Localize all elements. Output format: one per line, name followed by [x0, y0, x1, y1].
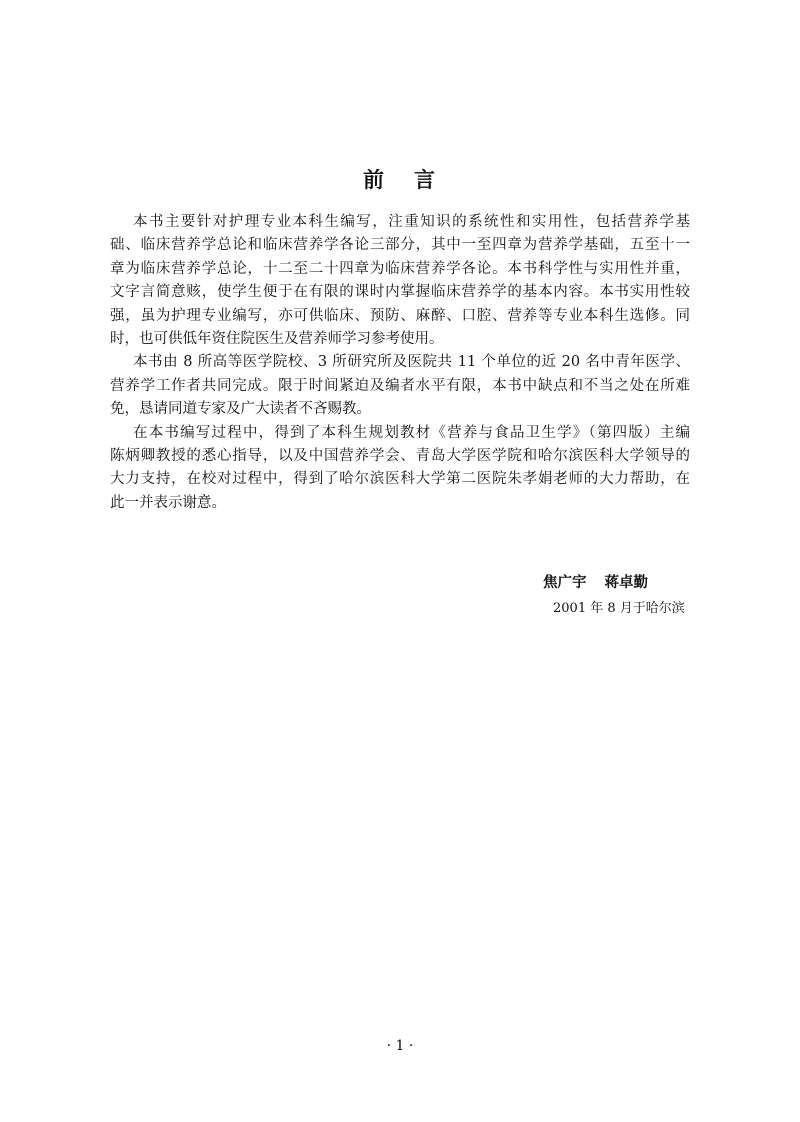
text-line: 础、临床营养学总论和临床营养学各论三部分，其中一至四章为营养学基础，五至十一 — [110, 237, 690, 254]
author-name: 焦广宇 — [543, 574, 587, 591]
text-line: 此一并表示谢意。 — [110, 494, 226, 511]
author-name: 蒋卓勤 — [604, 574, 648, 591]
paragraph — [110, 211, 690, 351]
authors-signature — [543, 571, 648, 592]
title-char-1: 前 — [363, 167, 386, 192]
text-line: 大力支持，在校对过程中，得到了哈尔滨医科大学第二医院朱孝娟老师的大力帮助，在 — [110, 471, 690, 488]
paragraph — [110, 351, 690, 421]
text-line: 在本书编写过程中，得到了本科生规划教材《营养与食品卫生学》（第四版）主编 — [133, 424, 690, 441]
text-line: 文字言简意赅，使学生便于在有限的课时内掌握临床营养学的基本内容。本书实用性较 — [110, 284, 690, 301]
signature-date: 2001 年 8 月于哈尔滨 — [553, 601, 685, 616]
text-line: 时，也可供低年资住院医生及营养师学习参考使用。 — [110, 330, 444, 347]
text-line: 营养学工作者共同完成。限于时间紧迫及编者水平有限，本书中缺点和不当之处在所难 — [110, 377, 690, 394]
page-title — [0, 164, 800, 194]
text-line: 章为临床营养学总论，十二至二十四章为临床营养学各论。本书科学性与实用性并重， — [110, 260, 690, 277]
page-number: · 1 · — [386, 1038, 414, 1054]
title-char-2: 言 — [414, 167, 437, 192]
text-line: 本书主要针对护理专业本科生编写，注重知识的系统性和实用性，包括营养学基 — [133, 214, 690, 230]
text-line: 本书由 8 所高等医学院校、3 所研究所及医院共 11 个单位的近 20 名中青年医学、 — [133, 354, 690, 371]
paragraph — [110, 422, 690, 516]
text-line: 强，虽为护理专业编写，亦可供临床、预防、麻醉、口腔、营养等专业本科生选修。同 — [110, 307, 690, 324]
preface-body — [110, 211, 690, 515]
text-line: 陈炳卿教授的悉心指导，以及中国营养学会、青岛大学医学院和哈尔滨医科大学领导的 — [110, 447, 690, 464]
text-line: 免，恳请同道专家及广大读者不吝赐教。 — [110, 401, 371, 418]
